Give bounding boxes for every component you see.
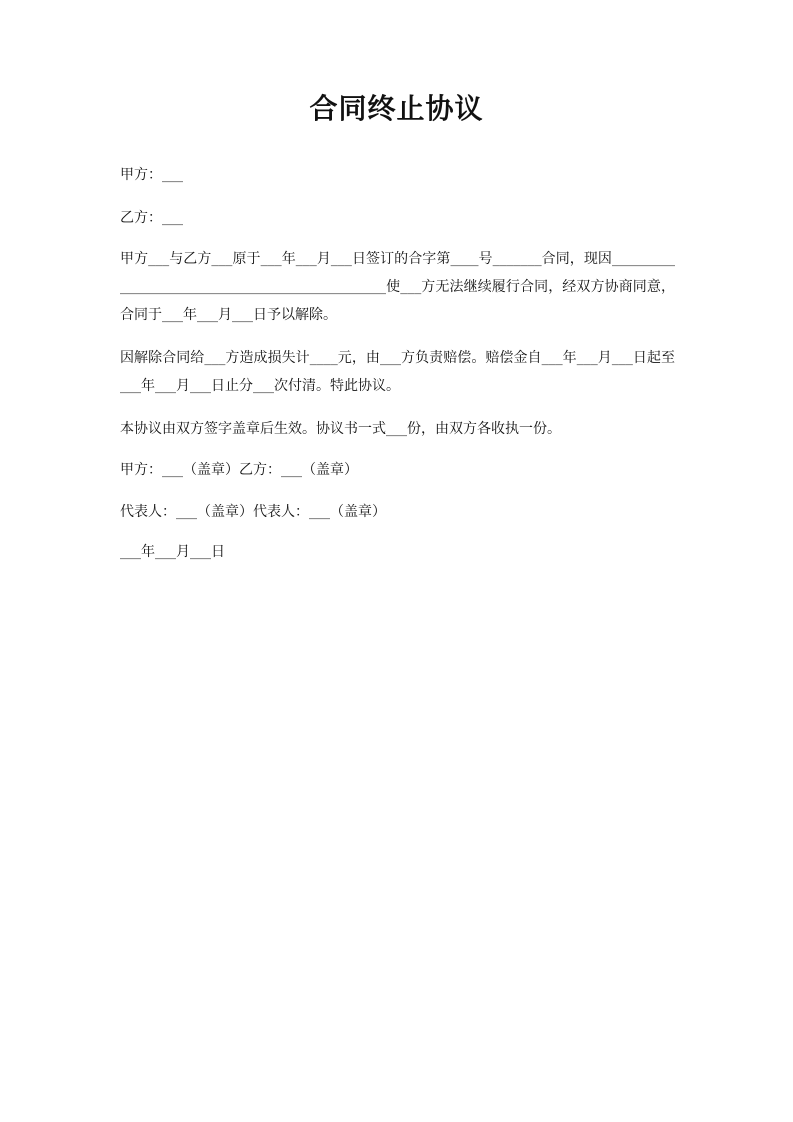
paragraph-termination-terms: 甲方___与乙方___原于___年___月___日签订的合字第____号_______合同，现因_______________________________________________使___方无法继续履行合同，经双方协商同意，合同于___年___月___日予以解除。 — [120, 251, 675, 323]
document-title: 合同终止协议 — [309, 92, 484, 125]
date-line: ___年___月___日 — [120, 544, 225, 560]
party-b-line: 乙方：___ — [120, 210, 183, 226]
signature-line: 甲方：___（盖章）乙方：___（盖章） — [120, 462, 358, 478]
paragraph-effectiveness: 本协议由双方签字盖章后生效。协议书一式___份，由双方各收执一份。 — [120, 421, 561, 437]
paragraph-compensation: 因解除合同给___方造成损失计____元，由___方负责赔偿。赔偿金自___年___月___日起至___年___月___日止分___次付清。特此协议。 — [120, 350, 675, 394]
representative-line: 代表人：___（盖章）代表人：___（盖章） — [120, 504, 386, 520]
party-a-line: 甲方：___ — [120, 167, 183, 183]
